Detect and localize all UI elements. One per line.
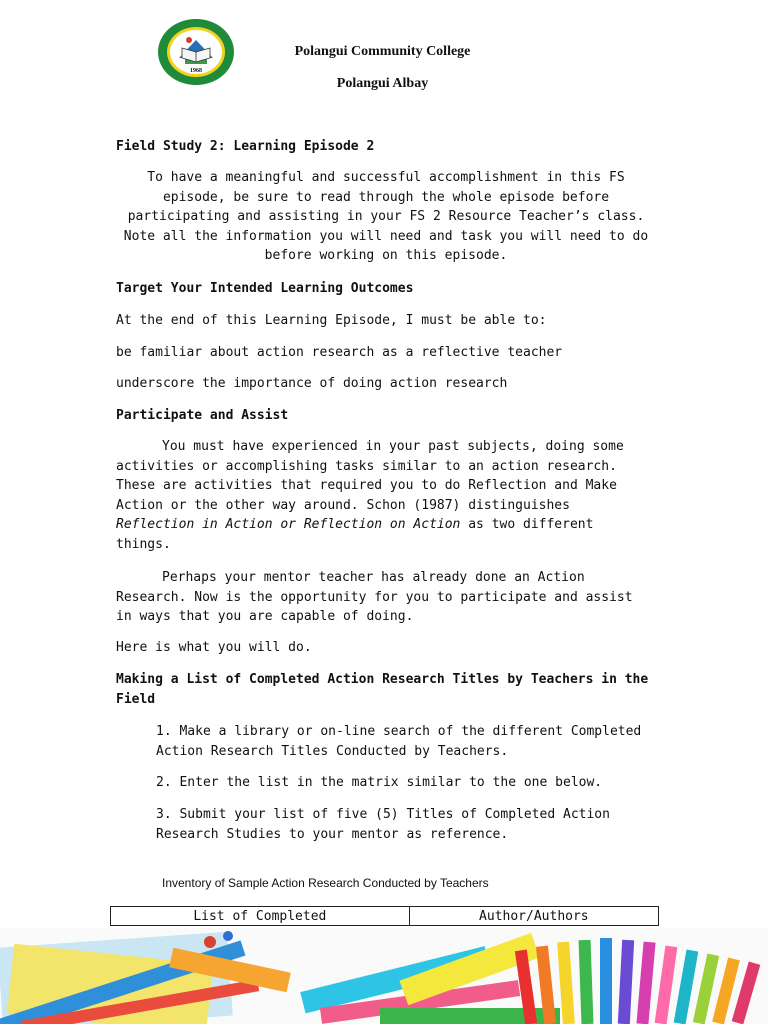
outcome-item: be familiar about action research as a reflective teacher	[116, 345, 563, 360]
participate-paragraph-1: You must have experienced in your past subjects, doing some activities or accomplishing tasks similar to an action research. These are activities that required you to do Reflection and Make Action or the other way around. Schon (1987) distinguishes Reflection in Action or Reflection on Action as two different things.	[116, 439, 624, 552]
college-logo	[157, 18, 235, 86]
college-location: Polangui Albay	[336, 76, 429, 91]
outcomes-heading: Target Your Intended Learning Outcomes	[116, 281, 414, 296]
outcomes-lead: At the end of this Learning Episode, I must be able to:	[116, 313, 547, 328]
column-header: Author/Authors	[409, 907, 658, 926]
participate-paragraph-2: Perhaps your mentor teacher has already done an Action Research. Now is the opportunity for you to participate and assist in ways that you are capable of doing.	[116, 570, 633, 624]
participate-heading: Participate and Assist	[116, 408, 289, 423]
intro-paragraph: To have a meaningful and successful accomplishment in this FS episode, be sure to read through the whole episode before participating and assisting in your FS 2 Resource Teacher’s class. Note all the information you will need and task you will need to do before working on this episode.	[123, 170, 649, 263]
listing-heading: Making a List of Completed Action Research Titles by Teachers in the Field	[116, 672, 649, 707]
outcome-item: underscore the importance of doing action research	[116, 376, 508, 391]
episode-title: Field Study 2: Learning Episode 2	[116, 139, 375, 154]
step-item: 2. Enter the list in the matrix similar to the one below.	[156, 775, 603, 790]
schon-terms: Reflection in Action or Reflection on Action	[116, 517, 461, 532]
school-supplies-illustration	[0, 920, 768, 1024]
matrix-caption: Inventory of Sample Action Research Conducted by Teachers	[162, 876, 489, 890]
logo-year: 1968	[190, 68, 202, 74]
column-header: List of Completed	[111, 907, 410, 926]
college-name: Polangui Community College	[294, 44, 471, 59]
step-item: 3. Submit your list of five (5) Titles of Completed Action Research Studies to your mentor as reference.	[156, 807, 610, 842]
step-item: 1. Make a library or on-line search of the different Completed Action Research Titles Conducted by Teachers.	[156, 724, 642, 759]
participate-paragraph-3: Here is what you will do.	[116, 640, 312, 655]
